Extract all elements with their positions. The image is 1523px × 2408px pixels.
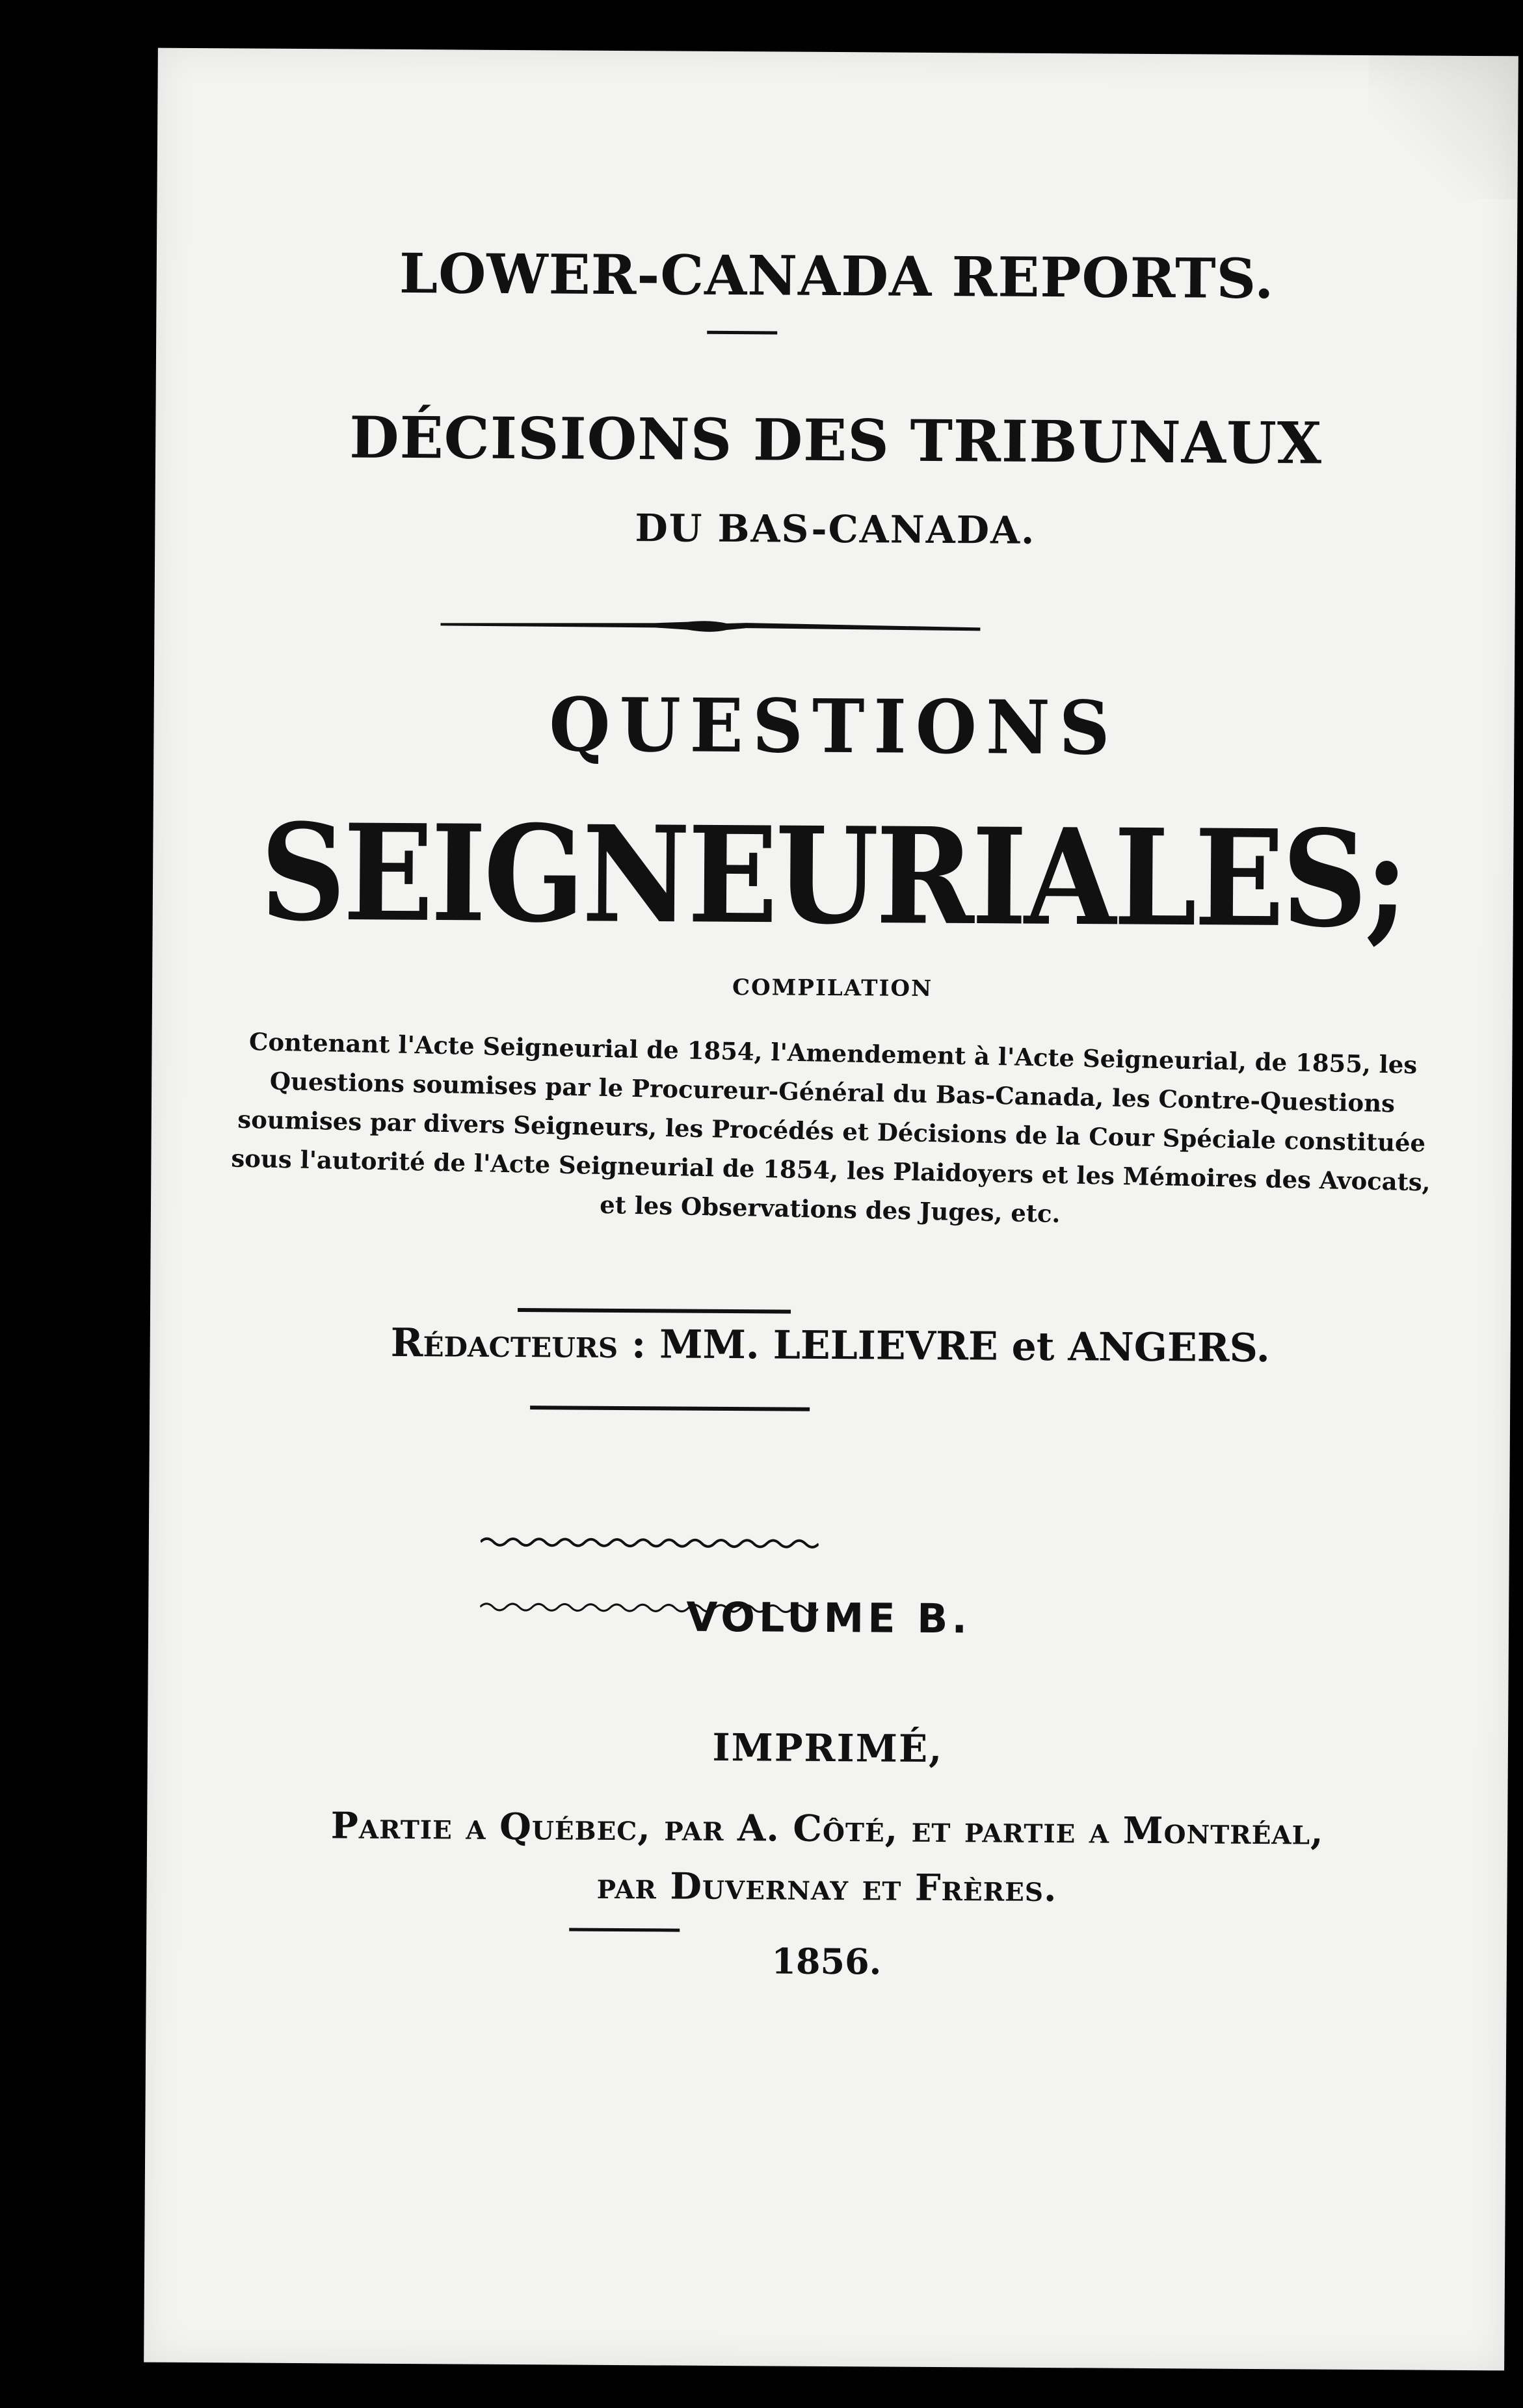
french-title-line2: DU BAS-CANADA. (635, 506, 1036, 553)
imprint-label: IMPRIMÉ, (712, 1725, 944, 1772)
compilation-label: COMPILATION (732, 975, 933, 1002)
volume-label: VOLUME B. (686, 1593, 972, 1643)
volume-wave-top (481, 1536, 819, 1551)
page-corner-stain (1368, 55, 1518, 199)
editors-names: MM. LELIEVRE et ANGERS. (659, 1322, 1270, 1372)
short-rule-1 (707, 331, 777, 335)
main-title-line1: QUESTIONS (548, 682, 1120, 772)
editors-rule-bottom (530, 1406, 810, 1411)
editors-label: Rédacteurs : (390, 1320, 646, 1368)
french-title-line1: DÉCISIONS DES TRIBUNAUX (349, 403, 1323, 477)
main-title-line2: SEIGNEURIALES; (259, 794, 1407, 958)
series-title: LOWER-CANADA REPORTS. (399, 241, 1275, 311)
editors-line (150, 1319, 1511, 1373)
publisher-line1: Partie a Québec, par A. Côté, et partie a Montréal, (330, 1804, 1324, 1853)
volume-wave-bottom (480, 1601, 818, 1616)
publication-year: 1856. (771, 1940, 882, 1983)
year-rule (569, 1928, 680, 1932)
editors-rule-top (518, 1308, 791, 1314)
ornamental-rule (440, 615, 980, 638)
contents-description: Contenant l'Acte Seigneurial de 1854, l'Amendement à l'Acte Seigneurial, de 1855, les Questions soumises par le Procureur-Général du Bas-Canada, les Contre-Questions soumises par divers Seigneurs, les Procédés et Décisions de la Cour Spéciale constituée sous l'autorité de l'Acte Seigneurial de 1854, les Plaidoyers et les Mémoires des Avocats, et les Observations des Juges, etc. (231, 1027, 1431, 1229)
publisher-line2: par Duvernay et Frères. (596, 1864, 1057, 1911)
title-page (144, 48, 1518, 2371)
